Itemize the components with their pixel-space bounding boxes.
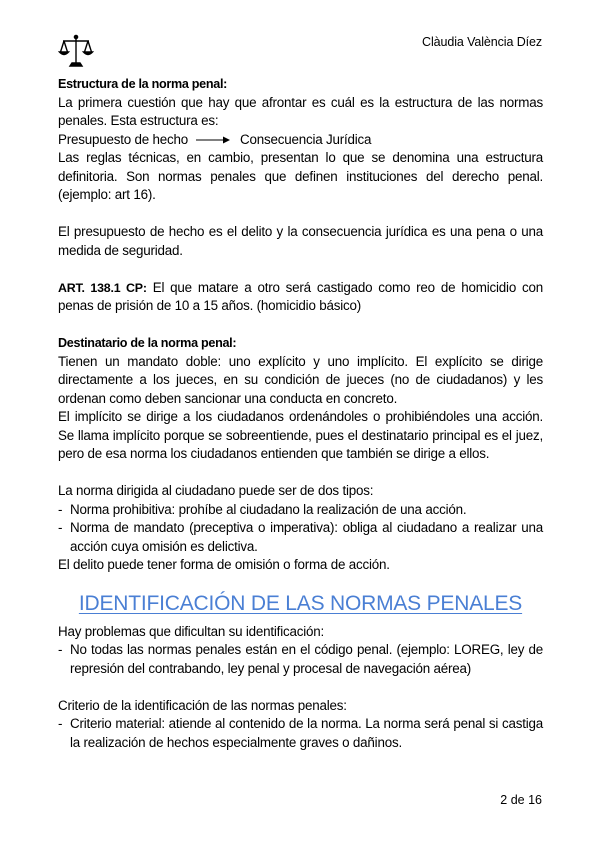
paragraph: Hay problemas que dificultan su identificación: [58,623,325,639]
list-item: - Norma prohibitiva: prohíbe al ciudadano la realización de una acción. [58,501,543,520]
dash-bullet-icon: - [58,501,63,517]
list-item: - Criterio material: atiende al contenido de la norma. La norma será penal si castiga la realización de hechos especialmente graves o dañinos. [58,715,543,752]
dash-bullet-icon: - [58,716,63,731]
paragraph: El presupuesto de hecho es el delito y la consecuencia jurídica es una pena o una medida de seguridad. [58,224,543,258]
article-text: El que matare a otro será castigado como reo de homicidio con penas de prisión de 10 a 15 años. (homicidio básico) [58,279,543,313]
page-content [58,75,543,752]
scales-of-justice-icon [58,33,94,69]
heading-recipient: Destinatario de la norma penal: [58,336,237,350]
article-ref: ART. 138.1 CP: [58,280,147,295]
paragraph: Las reglas técnicas, en cambio, presentan lo que se denomina una estructura definitoria. Son normas penales que definen instituciones del derecho penal. (ejemplo: art 16). [58,150,543,202]
paragraph: El implícito se dirige a los ciudadanos ordenándoles o prohibiéndoles una acción. Se llama implícito porque se sobreentiende, pues el destinatario principal es el juez, pero de esa norma los ciudadanos entienden que también se dirige a ellos. [58,409,543,461]
list-item: - No todas las normas penales están en el código penal. (ejemplo: LOREG, ley de represión del contrabando, ley penal y procesal de navegación aérea) [58,641,543,678]
dash-bullet-icon: - [58,642,63,657]
paragraph: La primera cuestión que hay que afrontar es cuál es la estructura de las normas penales. Esta estructura es: [58,94,543,128]
paragraph: Tienen un mandato doble: uno explícito y uno implícito. El explícito se dirige directamente a los jueces, en su condición de jueces (no de ciudadanos) y les ordenan como deben sancionar una conducta en concreto. [58,353,543,406]
section-title: IDENTIFICACIÓN DE LAS NORMAS PENALES [78,591,523,615]
author-name: Clàudia València Díez [422,35,542,49]
dash-bullet-icon: - [58,520,63,535]
article-paragraph [58,279,543,316]
paragraph: El delito puede tener forma de omisión o forma de acción. [58,557,390,572]
list-item: - Norma de mandato (preceptiva o imperativa): obliga al ciudadano a realizar una acción cuya omisión es delictiva. [58,519,543,556]
arrow-right-icon [196,135,230,145]
structure-flow [58,131,543,150]
flow-left: Presupuesto de hecho [58,131,189,147]
page-number: 2 de 16 [500,793,542,807]
paragraph: Criterio de la identificación de las normas penales: [58,697,347,713]
paragraph: La norma dirigida al ciudadano puede ser de dos tipos: [58,483,374,498]
flow-right: Consecuencia Jurídica [240,131,372,147]
heading-structure: Estructura de la norma penal: [58,77,228,91]
